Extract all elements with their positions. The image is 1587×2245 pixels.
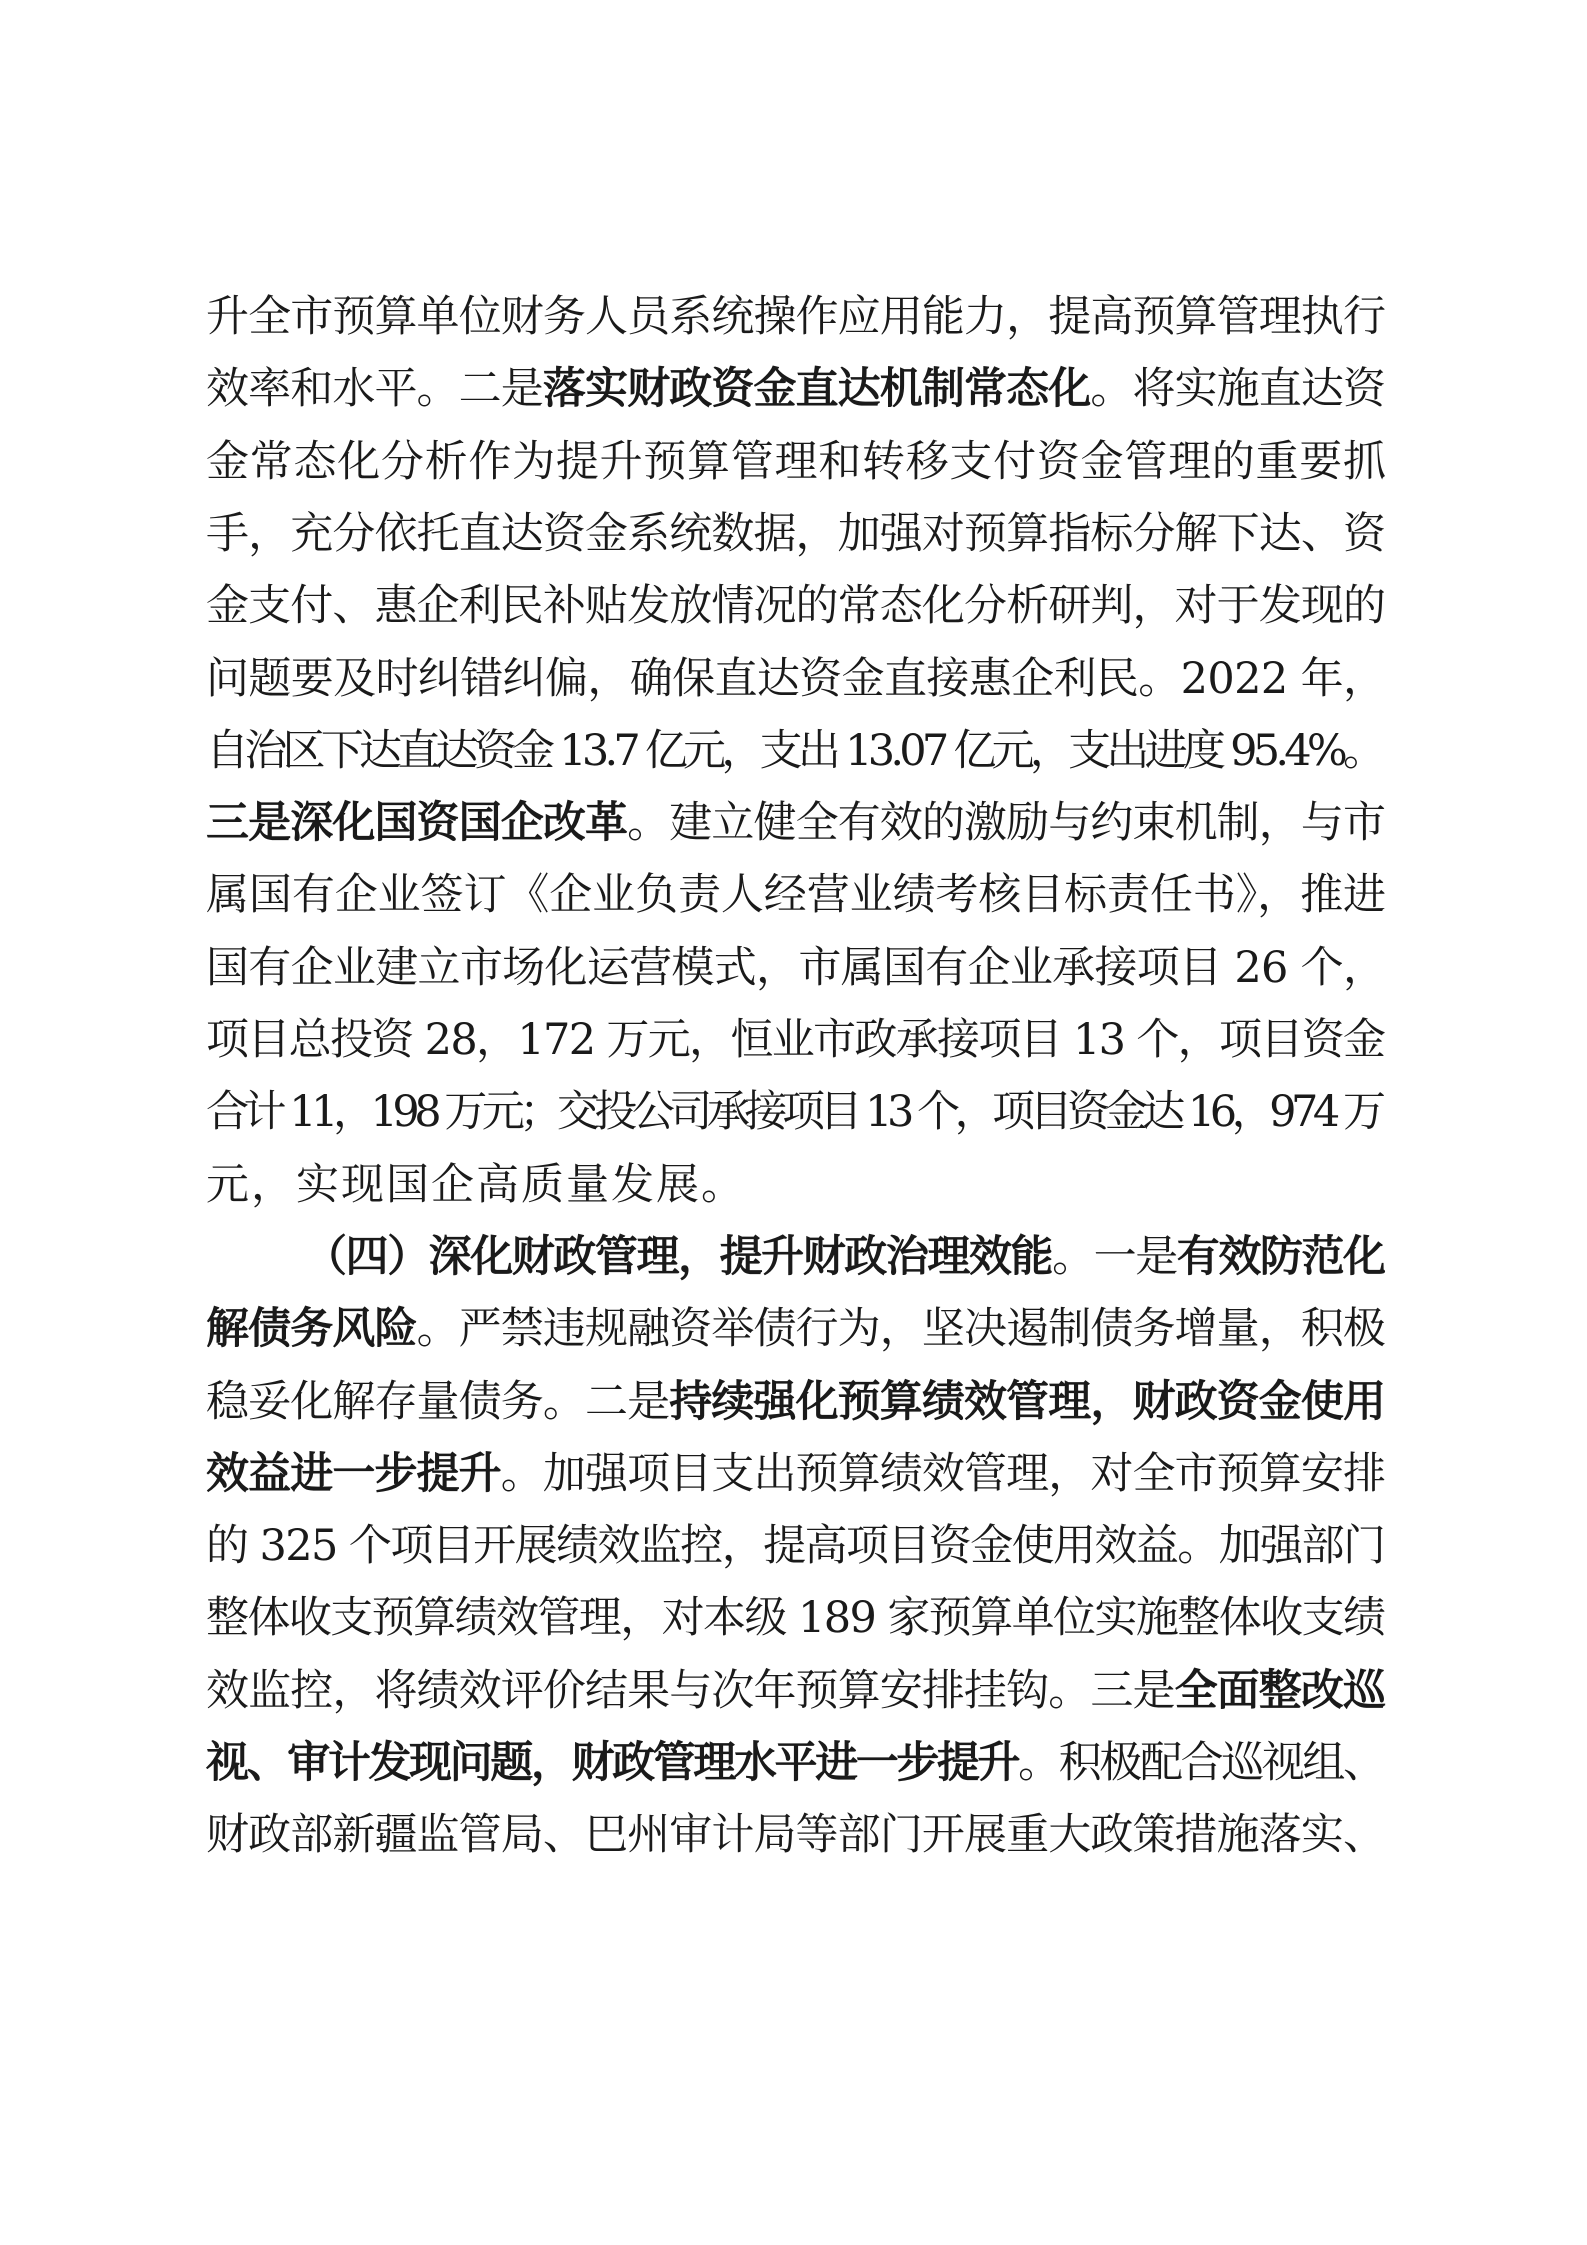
text-line <box>206 1733 1384 1793</box>
text-segment: 效监控，将绩效评价结果与次年预算安排挂钩。三是 <box>206 1665 1175 1716</box>
text-segment: 项目总投资 28，172 万元，恒业市政承接项目 13 个，项目资金 <box>206 1015 1385 1065</box>
text-segment: 稳妥化解存量债务。二是 <box>206 1376 670 1427</box>
text-segment: 金支付、惠企利民补贴发放情况的常态化分析研判，对于发现的 <box>206 581 1386 632</box>
bold-text-segment: 解债务风险 <box>206 1304 417 1355</box>
text-line <box>206 1588 1384 1648</box>
text-segment: 。加强项目支出预算绩效管理，对全市预算安排 <box>500 1448 1386 1499</box>
text-segment: 。建立健全有效的激励与约束机制，与市 <box>627 798 1386 849</box>
text-line <box>206 1082 1381 1142</box>
text-line <box>206 1805 1385 1865</box>
text-line <box>206 1516 1384 1576</box>
text-line <box>206 865 1386 925</box>
text-segment: 效率和水平。二是 <box>206 364 543 415</box>
text-segment: 国有企业建立市场化运营模式，市属国有企业承接项目 26 个， <box>206 942 1386 993</box>
bold-text-segment: 全面整改巡 <box>1174 1665 1386 1716</box>
text-line <box>206 1444 1385 1504</box>
text-line <box>206 1010 1384 1070</box>
text-segment: 问题要及时纠错纠偏，确保直达资金直接惠企利民。2022 年， <box>206 653 1386 704</box>
text-segment: 合计 11，198 万元；交投公司承接项目 13 个，项目资金达 16，974 万 <box>206 1087 1381 1138</box>
paragraph-first-line <box>304 1227 1385 1287</box>
bold-text-segment: 视、审计发现问题，财政管理水平进一步提升 <box>206 1738 1019 1788</box>
text-line <box>206 576 1385 636</box>
text-segment: 自治区下达直达资金 13.7 亿元，支出 13.07 亿元，支出进度 95.4%。 <box>206 725 1382 776</box>
text-segment: 手，充分依托直达资金系统数据，加强对预算指标分解下达、资 <box>206 508 1386 559</box>
text-segment: 属国有企业签订《企业负责人经营业绩考核目标责任书》，推进 <box>206 870 1386 921</box>
text-line <box>206 793 1385 853</box>
text-segment: 。一是 <box>1052 1231 1177 1282</box>
bold-text-segment: 持续强化预算绩效管理，财政资金使用 <box>669 1376 1386 1427</box>
text-line <box>206 432 1387 492</box>
text-line <box>206 1372 1385 1432</box>
text-line <box>206 504 1385 564</box>
text-line <box>206 1299 1385 1359</box>
text-segment: 。积极配合巡视组、 <box>1018 1738 1384 1788</box>
text-line <box>206 287 1385 347</box>
text-segment: 。严禁违规融资举债行为，坚决遏制债务增量，积极 <box>416 1304 1386 1355</box>
text-segment: 金常态化分析作为提升预算管理和转移支付资金管理的重要抓 <box>206 436 1387 487</box>
text-line <box>206 938 1385 998</box>
text-line <box>206 1155 746 1215</box>
text-line <box>206 721 1381 781</box>
text-segment: 的 325 个项目开展绩效监控，提高项目资金使用效益。加强部门 <box>206 1521 1385 1572</box>
text-line <box>206 359 1385 419</box>
text-segment: 财政部新疆监管局、巴州审计局等部门开展重大政策措施落实、 <box>206 1810 1386 1861</box>
text-line <box>206 649 1385 709</box>
text-line <box>206 1661 1385 1721</box>
bold-text-segment: （四）深化财政管理，提升财政治理效能 <box>304 1231 1053 1282</box>
text-segment: 。将实施直达资 <box>1090 364 1386 415</box>
bold-text-segment: 效益进一步提升 <box>206 1448 501 1499</box>
bold-text-segment: 三是深化国资国企改革 <box>206 798 628 849</box>
text-segment: 整体收支预算绩效管理，对本级 189 家预算单位实施整体收支绩 <box>206 1593 1385 1644</box>
text-segment: 元，实现国企高质量发展。 <box>206 1159 746 1210</box>
text-segment: 升全市预算单位财务人员系统操作应用能力，提高预算管理执行 <box>206 292 1386 342</box>
bold-text-segment: 有效防范化 <box>1176 1231 1385 1282</box>
bold-text-segment: 落实财政资金直达机制常态化 <box>542 364 1091 415</box>
